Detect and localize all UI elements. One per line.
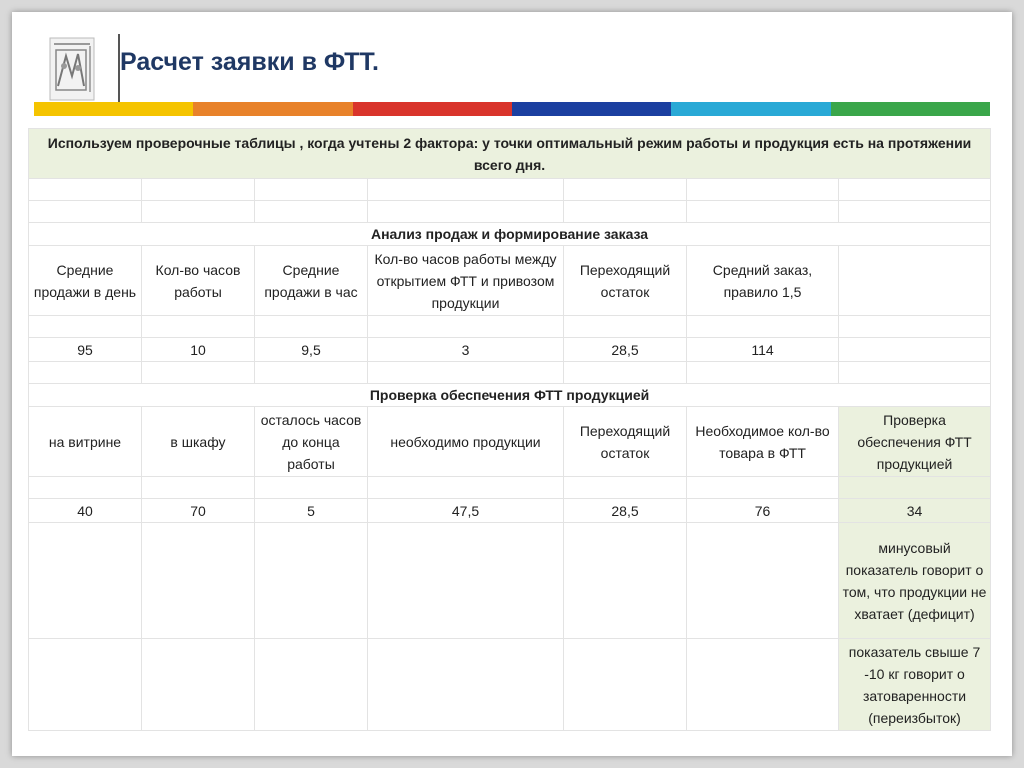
value-cell: 28,5 — [564, 338, 687, 362]
note-deficit: минусовый показатель говорит о том, что продукции не хватает (дефицит) — [839, 523, 991, 639]
value-cell: 5 — [255, 499, 368, 523]
slide-title: Расчет заявки в ФТТ. — [120, 48, 379, 76]
header-cell: Средний заказ, правило 1,5 — [687, 246, 839, 316]
empty-row — [29, 201, 991, 223]
header-cell: на витрине — [29, 407, 142, 477]
header-cell — [839, 246, 991, 316]
value-cell: 76 — [687, 499, 839, 523]
section1-title: Анализ продаж и формирование заказа — [29, 223, 991, 246]
stripe-green — [831, 102, 990, 116]
value-cell — [839, 338, 991, 362]
value-cell: 28,5 — [564, 499, 687, 523]
header-cell: Средние продажи в час — [255, 246, 368, 316]
value-cell: 3 — [368, 338, 564, 362]
header-cell-check: Проверка обеспечения ФТТ продукцией — [839, 407, 991, 477]
value-cell: 40 — [29, 499, 142, 523]
value-cell: 47,5 — [368, 499, 564, 523]
header-cell: Средние продажи в день — [29, 246, 142, 316]
calc-table — [28, 128, 991, 731]
section1-header-row — [29, 223, 991, 246]
value-cell: 95 — [29, 338, 142, 362]
section2-header-row — [29, 384, 991, 407]
section2-values-row — [29, 499, 991, 523]
header-cell: Кол-во часов работы между открытием ФТТ и привозом продукции — [368, 246, 564, 316]
stripe-yellow — [34, 102, 193, 116]
logo-icon — [48, 36, 96, 102]
empty-row — [29, 477, 991, 499]
value-cell: 10 — [142, 338, 255, 362]
empty-row — [29, 362, 991, 384]
intro-text: Используем проверочные таблицы , когда учтены 2 фактора: у точки оптимальный режим работы и продукция есть на протяжении всего дня. — [29, 129, 991, 179]
stripe-orange — [193, 102, 352, 116]
value-cell-check: 34 — [839, 499, 991, 523]
empty-row — [29, 179, 991, 201]
stripe-red — [353, 102, 512, 116]
note-surplus: показатель свыше 7 -10 кг говорит о затоваренности (переизбыток) — [839, 639, 991, 731]
stripe-blue — [512, 102, 671, 116]
value-cell: 70 — [142, 499, 255, 523]
section1-values-row — [29, 338, 991, 362]
note-row — [29, 523, 991, 639]
stripe-cyan — [671, 102, 830, 116]
section2-headers-row — [29, 407, 991, 477]
section1-headers-row — [29, 246, 991, 316]
header-cell: в шкафу — [142, 407, 255, 477]
value-cell: 9,5 — [255, 338, 368, 362]
header-cell: необходимо продукции — [368, 407, 564, 477]
header-cell: Необходимое кол-во товара в ФТТ — [687, 407, 839, 477]
header-cell: осталось часов до конца работы — [255, 407, 368, 477]
note-row — [29, 639, 991, 731]
header-cell: Кол-во часов работы — [142, 246, 255, 316]
color-stripes — [34, 102, 990, 116]
intro-row — [29, 129, 991, 179]
empty-row — [29, 316, 991, 338]
value-cell: 114 — [687, 338, 839, 362]
header-cell: Переходящий остаток — [564, 407, 687, 477]
header-cell: Переходящий остаток — [564, 246, 687, 316]
section2-title: Проверка обеспечения ФТТ продукцией — [29, 384, 991, 407]
